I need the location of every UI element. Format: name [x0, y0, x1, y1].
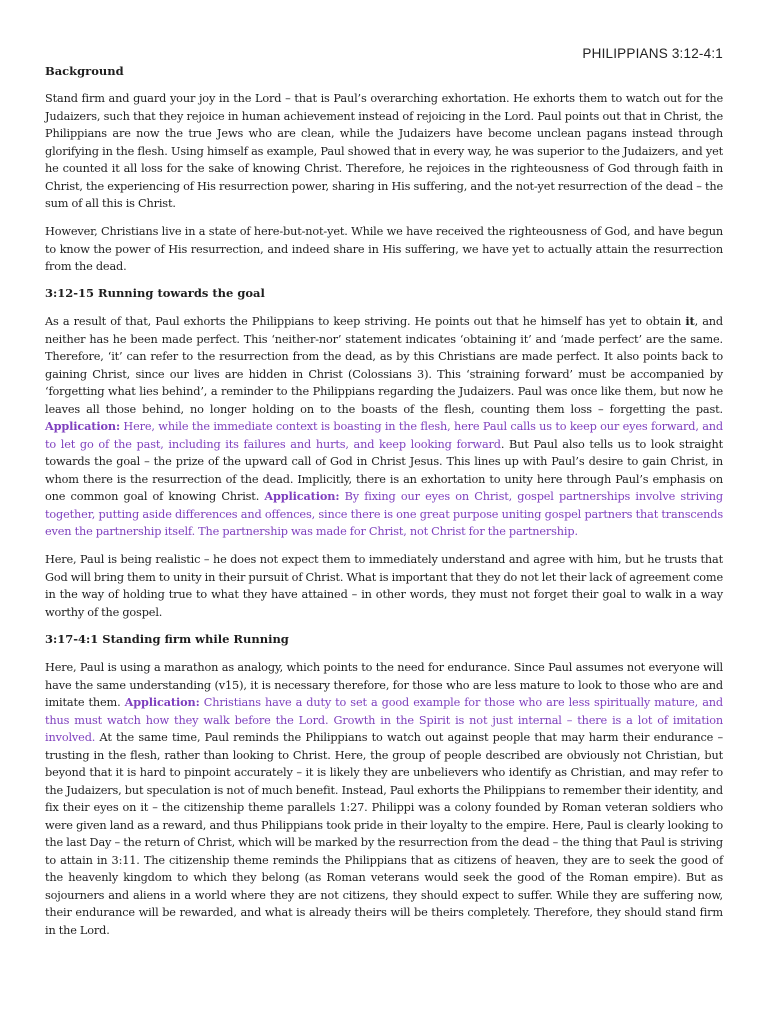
running-p2-text: Here, Paul is being realistic – he does not expect them to immediately understand and agree with him, but he trusts that God will bring them to unity in their pursuit of Christ. What is important that they do not let their lack of agreement come in the way of holding true to what they have attained – in other words, they must not forget their goal to walk in a way worthy of the gospel. — [45, 553, 723, 619]
application-text-1: Here, while the immediate context is boasting in the flesh, here Paul calls us to keep our eyes forward, and to let go of the past, including its failures and hurts, and keep looking forward — [45, 420, 723, 451]
standing-paragraph-1 — [45, 659, 723, 939]
background-paragraph-1 — [45, 90, 723, 213]
running-p1-text-c: . But Paul also tells us to look straight towards the goal – the prize of the upward call of God in Christ Jesus. This lines up with Paul’s desire to gain Christ, in whom there is the resurrection of the dead. Implicitly, there is an exhortation to unity here through Paul’s emphasis on one common goal of knowing Christ. — [45, 437, 723, 503]
running-p1-text-a: As a result of that, Paul exhorts the Philippians to keep striving. He points out that he himself has yet to obtain — [45, 315, 686, 328]
running-paragraph-2 — [45, 551, 723, 621]
running-paragraph-1 — [45, 313, 723, 541]
application-text-3: Christians have a duty to set a good example for those who are less spiritually mature, and thus must watch how they walk before the Lord. Growth in the Spirit is not just internal – there is a lot of imitation involved. — [45, 696, 724, 744]
background-p2-text: However, Christians live in a state of here-but-not-yet. While we have received the righteousness of God, and have begun to know the power of His resurrection, and indeed share in His suffering, we have yet to actually attain the resurrection from the dead. — [45, 225, 723, 273]
application-label-1: Application: — [45, 419, 120, 433]
standing-p1-text-a: Here, Paul is using a marathon as analogy, which points to the need for endurance. Since Paul assumes not everyone will have the same understanding (v15), it is necessary therefore, for those who are less mature to look to those who are and imitate them. — [45, 661, 723, 709]
heading-standing-firm: 3:17-4:1 Standing firm while Running — [45, 632, 289, 646]
heading-background: Background — [45, 64, 124, 78]
application-label-3: Application: — [124, 695, 200, 709]
background-p1-text: Stand firm and guard your joy in the Lord – that is Paul’s overarching exhortation. He exhorts them to watch out for the Judaizers, such that they rejoice in human achievement instead of rejoicing in the Lord. Paul points out that in Christ, the Philippians are now the true Jews who are clean, while the Judaizers have become unclean pagans instead through glorifying in the flesh. Using himself as example, Paul showed that in every way, he was superior to the Judaizers, and yet he counted it all loss for the sake of knowing Christ. Therefore, he rejoices in the righteousness of God through faith in Christ, the experiencing of His resurrection power, sharing in His suffering, and the not-yet resurrection of the dead – the sum of all this is Christ. — [45, 92, 723, 210]
standing-p1-text-b: At the same time, Paul reminds the Philippians to watch out against people that may harm their endurance – trusting in the flesh, rather than looking to Christ. Here, the group of people described are obviously not Christian, but beyond that it is hard to pinpoint accurately – it is likely they are unbelievers who identify as Christian, and may refer to the Judaizers, but speculation is not of much benefit. Instead, Paul exhorts the Philippians to remember their identity, and fix their eyes on it – the citizenship theme parallels 1:27. Philippi was a colony founded by Roman veteran soldiers who were given land as a reward, and thus Philippians took pride in their loyalty to the empire. Here, Paul is clearly looking to the last Day – the return of Christ, which will be marked by the resurrection from the dead – the thing that Paul is striving to attain in 3:11. The citizenship theme reminds the Philippians that as citizens of heaven, they are to seek the good of the heavenly kingdom to which they belong (as Roman veterans would seek the good of the Roman empire). But as sojourners and aliens in a world where they are not citizens, they should expect to suffer. While they are suffering now, their endurance will be rewarded, and what is already theirs will be theirs completely. Therefore, they should stand firm in the Lord. — [45, 731, 723, 937]
background-paragraph-2 — [45, 223, 723, 276]
heading-running-towards-goal: 3:12-15 Running towards the goal — [45, 286, 265, 300]
application-text-2: By fixing our eyes on Christ, gospel partnerships involve striving together, putting aside differences and offences, since there is one great purpose uniting gospel partners that transcends even the partnership itself. The partnership was made for Christ, not Christ for the partnership. — [45, 490, 724, 538]
running-header: PHILIPPIANS 3:12-4:1 — [582, 46, 723, 61]
running-p1-it: it — [685, 314, 695, 328]
running-p1-text-b: , and neither has he been made perfect. This ‘neither-nor’ statement indicates ‘obtaining it’ and ‘made perfect’ are the same. Therefore, ‘it’ can refer to the resurrection from the dead, as by this Christians are made perfect. It also points back to gaining Christ, since our lives are hidden in Christ (Colossians 3). This ‘straining forward’ must be accompanied by ‘forgetting what lies behind’, a reminder to the Philippians regarding the Judaizers. Paul was once like them, but now he leaves all those behind, no longer holding on to the boasts of the flesh, counting them loss – forgetting the past. — [45, 315, 724, 416]
application-label-2: Application: — [264, 489, 340, 503]
